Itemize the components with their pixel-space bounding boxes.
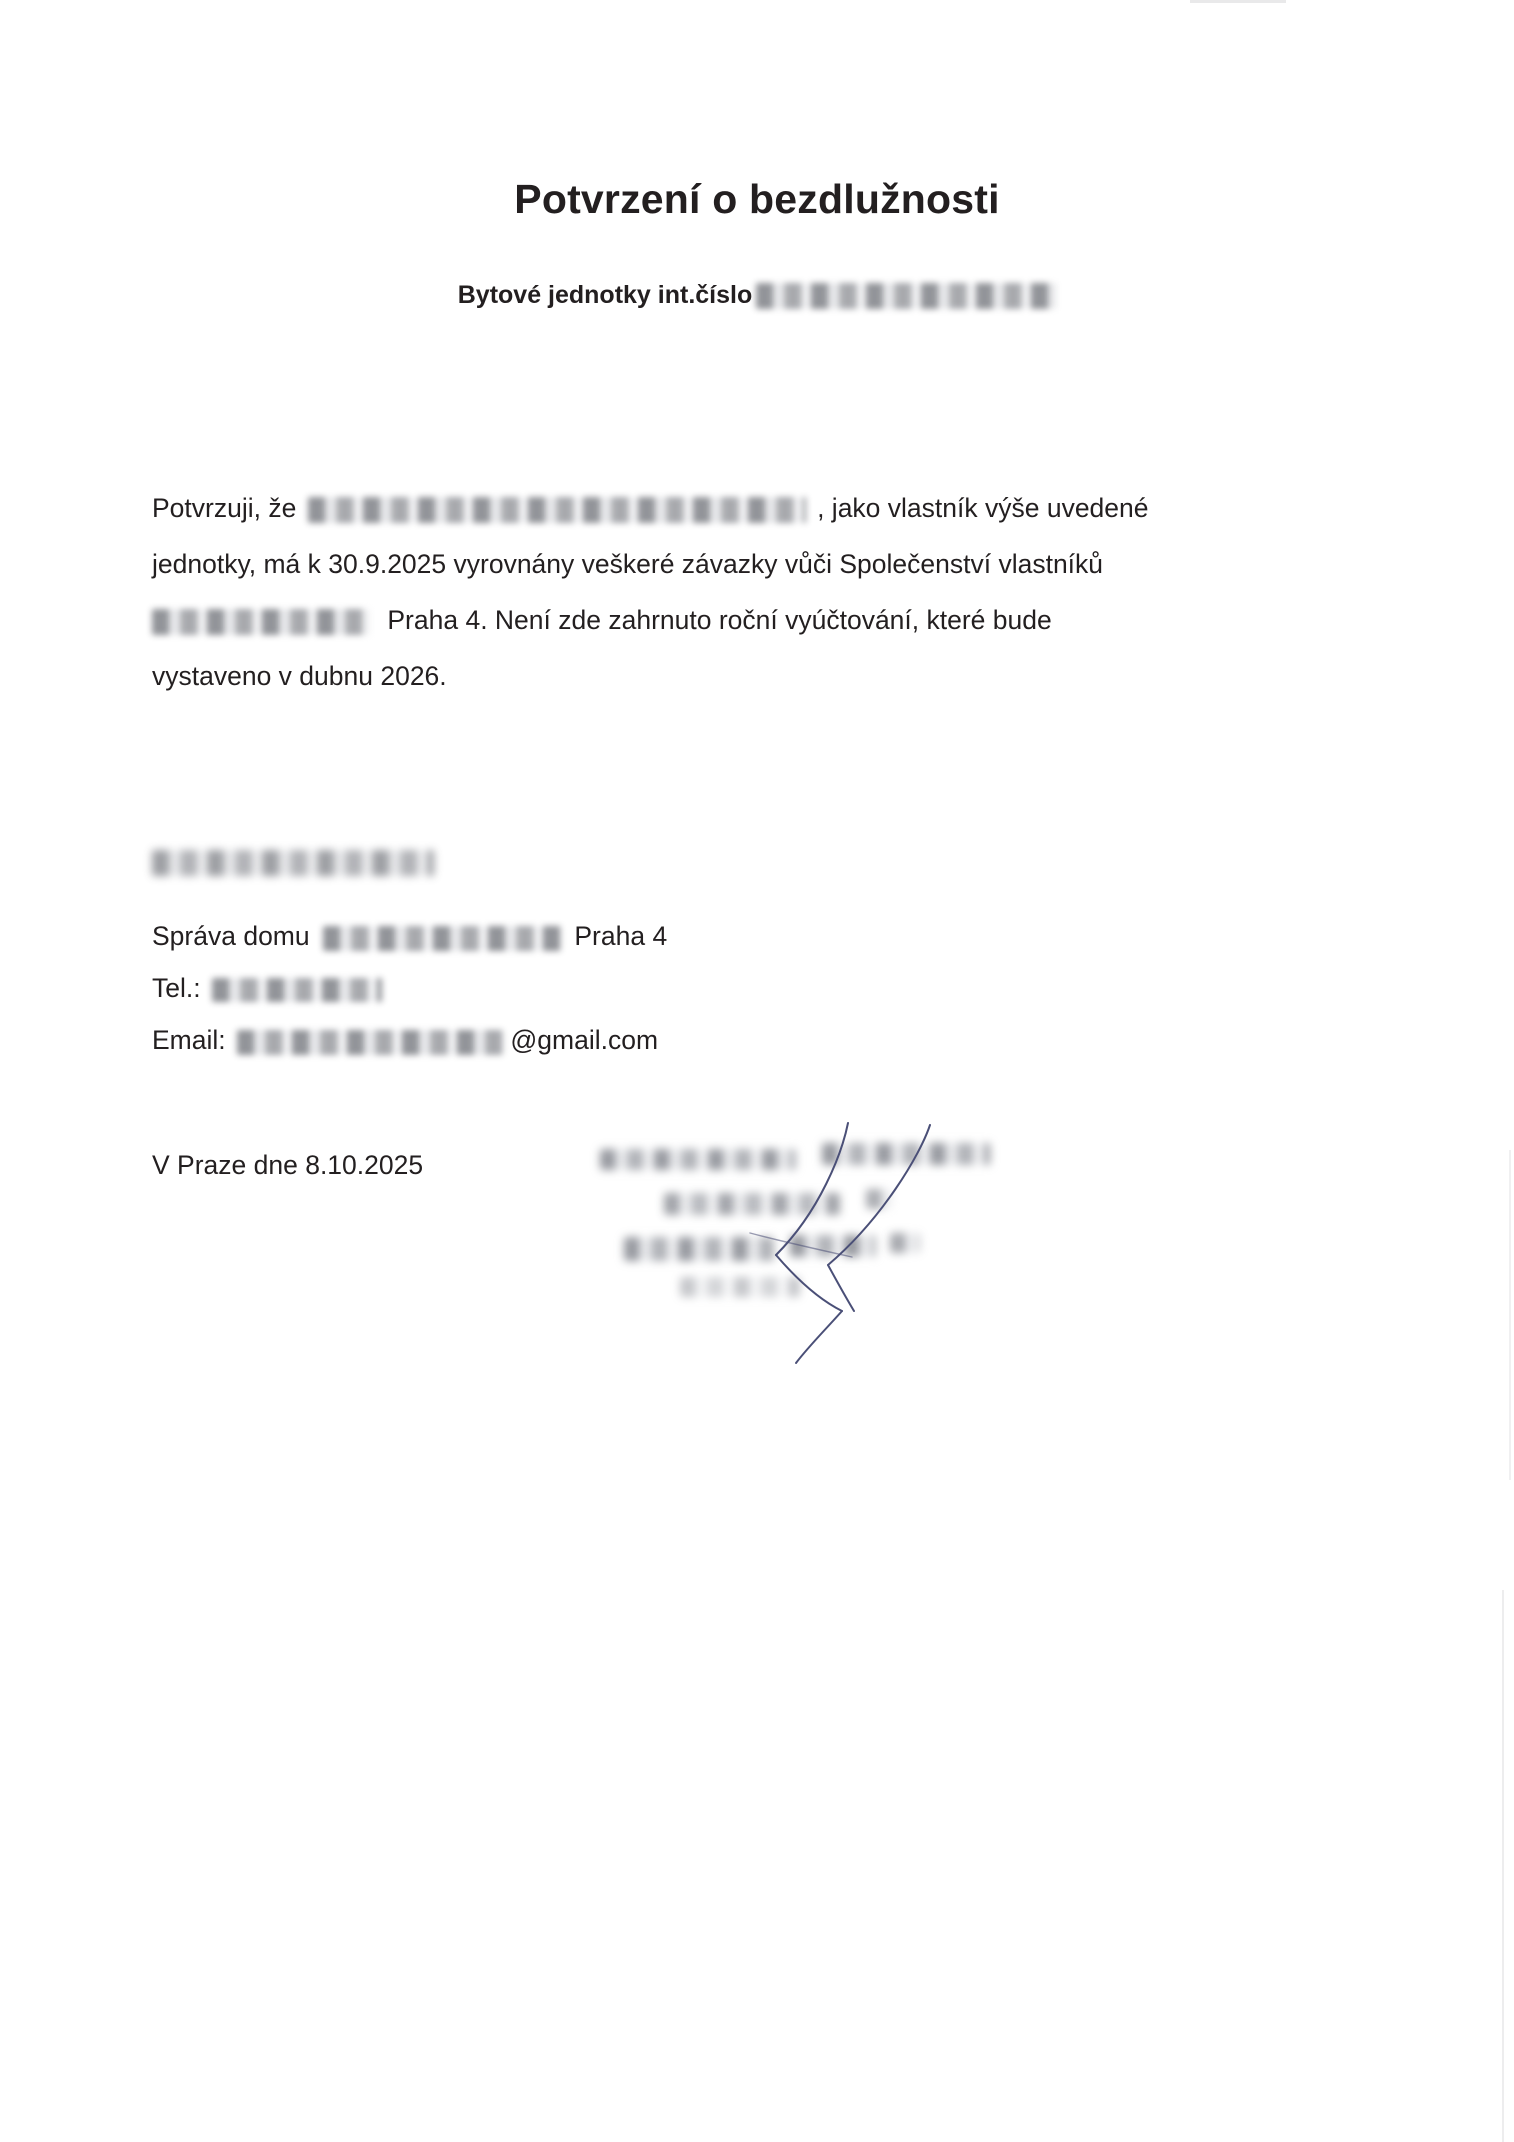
manager-city: Praha 4 xyxy=(574,921,668,951)
signature-area xyxy=(590,1115,1050,1425)
redacted-email-local xyxy=(237,1030,503,1055)
redacted-phone-number xyxy=(212,978,382,1002)
unit-number-label: Bytové jednotky int.číslo xyxy=(457,281,753,309)
body-line-1 xyxy=(152,480,1332,536)
contact-email-line xyxy=(152,1014,1332,1066)
page-title: Potvrzení o bezdlužnosti xyxy=(514,176,1000,222)
body-line-1-prefix: Potvrzuji, že xyxy=(152,493,297,523)
body-line-4: vystaveno v dubnu 2026. xyxy=(152,661,447,691)
redacted-signer-name xyxy=(152,850,434,876)
contact-block xyxy=(152,910,1332,1066)
redacted-association-name xyxy=(152,609,370,635)
redacted-manager-name xyxy=(323,926,561,951)
phone-label: Tel.: xyxy=(152,973,201,1003)
body-line-3 xyxy=(152,592,1332,648)
redacted-unit-number xyxy=(756,283,1056,309)
signer-name-block xyxy=(152,835,1332,887)
redacted-owner-name xyxy=(308,497,806,523)
manager-label: Správa domu xyxy=(152,921,310,951)
email-domain: @gmail.com xyxy=(510,1025,659,1055)
handwritten-signature-icon xyxy=(590,1115,1050,1425)
body-line-2: jednotky, má k 30.9.2025 vyrovnány veškeré závazky vůči Společenství vlastníků xyxy=(152,549,1104,579)
contact-phone-line xyxy=(152,962,1332,1014)
scan-artifact-right-edge-upper xyxy=(1509,1150,1511,1480)
place-and-date: V Praze dne 8.10.2025 xyxy=(152,1150,424,1180)
body-paragraph xyxy=(152,480,1332,704)
email-label: Email: xyxy=(152,1025,226,1055)
scan-artifact-top xyxy=(1190,0,1286,3)
body-line-1-suffix: , jako vlastník výše uvedené xyxy=(817,493,1149,523)
body-line-3-suffix: Praha 4. Není zde zahrnuto roční vyúčtování, které bude xyxy=(387,605,1052,635)
document-subtitle xyxy=(0,281,1514,310)
scan-artifact-right-edge xyxy=(1502,1590,1504,2142)
contact-manager-line xyxy=(152,910,1332,962)
